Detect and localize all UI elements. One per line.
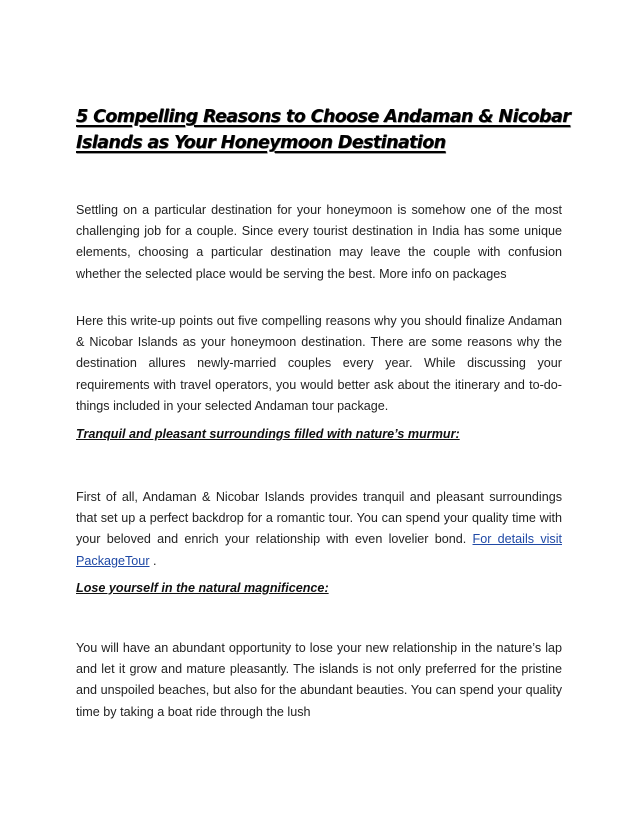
section-body-text: First of all, Andaman & Nicobar Islands provides tranquil and pleasant surroundings that set up a perfect backdrop for a romantic tour. You can spend your quality time with your beloved and enrich your relationship with even lovelier bond.: [76, 490, 562, 547]
section-body-tranquil: [76, 487, 562, 572]
section-body-magnificence: You will have an abundant opportunity to lose your new relationship in the nature’s lap and let it grow and mature pleasantly. The islands is not only preferred for the pristine and unspoiled beaches, but also for the abundant beauties. You can spend your quality time by taking a boat ride through the lush: [76, 641, 562, 719]
intro-paragraph: Settling on a particular destination for your honeymoon is somehow one of the most challenging job for a couple. Since every tourist destination in India has some unique elements, choosing a particular destination may leave the couple with confusion whether the selected place would be serving the best. More info on packages: [76, 203, 562, 281]
section-heading-tranquil: Tranquil and pleasant surroundings filled with nature’s murmur:: [76, 427, 460, 441]
second-paragraph: Here this write-up points out five compelling reasons why you should finalize Andaman & Nicobar Islands as your honeymoon destination. There are some reasons why the destination allures newly-married couples every year. While discussing your requirements with travel operators, you would better ask about the itinerary and to-do-things included in your selected Andaman tour package.: [76, 314, 562, 413]
packagetour-link[interactable]: For details visit PackageTour: [76, 532, 563, 568]
link-trailing-text: .: [149, 553, 157, 568]
section-heading-magnificence: Lose yourself in the natural magnificence:: [76, 581, 329, 595]
document-title: 5 Compelling Reasons to Choose Andaman & Nicobar Islands as Your Honeymoon Destination: [76, 107, 571, 153]
